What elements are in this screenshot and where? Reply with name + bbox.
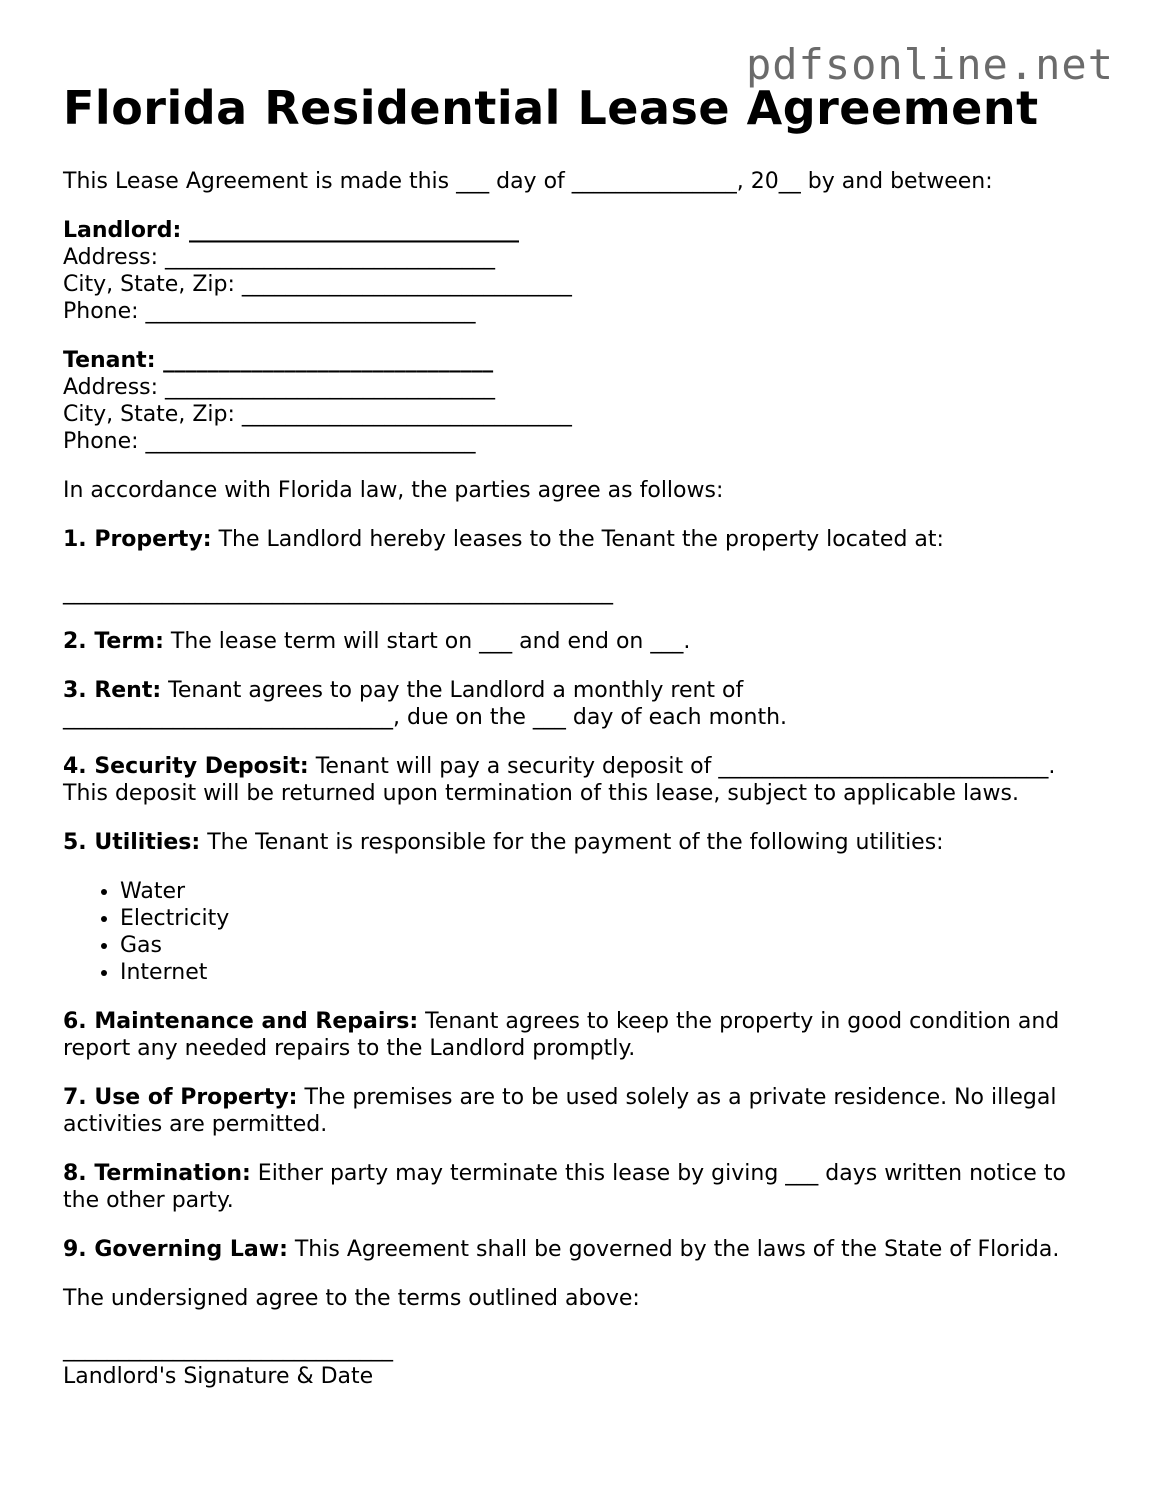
section-maintenance-text: Tenant agrees to keep the property in good condition and report any needed repairs to the Landlord promptly.	[63, 1009, 1060, 1061]
section-use-text: The premises are to be used solely as a private residence. No illegal activities are permitted.	[63, 1085, 1057, 1137]
section-law-label: 9. Governing Law:	[63, 1237, 288, 1262]
section-termination	[63, 1160, 1093, 1214]
section-rent	[63, 677, 1093, 731]
section-use-label: 7. Use of Property:	[63, 1085, 298, 1110]
list-item: • Internet	[120, 959, 1093, 986]
section-maintenance-label: 6. Maintenance and Repairs:	[63, 1009, 419, 1034]
section-rent-label: 3. Rent:	[63, 678, 162, 703]
document	[63, 78, 1093, 1390]
section-deposit-label: 4. Security Deposit:	[63, 754, 309, 779]
tenant-address: Address: ______________________________	[63, 375, 496, 400]
document-title: Florida Residential Lease Agreement	[63, 81, 1039, 135]
landlord-phone: Phone: ______________________________	[63, 299, 476, 324]
signature-line: ______________________________	[63, 1337, 393, 1362]
section-utilities	[63, 829, 1093, 856]
list-item: • Water	[120, 878, 1093, 905]
landlord-block	[63, 217, 1093, 325]
landlord-address: Address: ______________________________	[63, 245, 496, 270]
section-use	[63, 1084, 1093, 1138]
section-utilities-text: The Tenant is responsible for the payment of the following utilities:	[200, 830, 944, 855]
watermark: pdfsonline.net	[745, 40, 1114, 89]
accordance-paragraph: In accordance with Florida law, the parties agree as follows:	[63, 478, 724, 503]
intro-paragraph: This Lease Agreement is made this ___ day of _______________, 20__ by and between:	[63, 169, 993, 194]
section-term-text: The lease term will start on ___ and end on ___.	[163, 629, 691, 654]
section-property-text: The Landlord hereby leases to the Tenant the property located at:	[211, 527, 944, 552]
tenant-block	[63, 347, 1093, 455]
tenant-name-line	[63, 347, 1093, 374]
section-deposit-text: Tenant will pay a security deposit of ______________________________. This deposit will be returned upon termination of this lease, subject to applicable laws.	[63, 754, 1056, 806]
tenant-phone: Phone: ______________________________	[63, 429, 476, 454]
tenant-city: City, State, Zip: ______________________________	[63, 402, 572, 427]
list-item: • Gas	[120, 932, 1093, 959]
section-law	[63, 1236, 1093, 1263]
section-rent-line2: ______________________________, due on the ___ day of each month.	[63, 705, 788, 730]
section-rent-text: Tenant agrees to pay the Landlord a monthly rent of	[161, 678, 744, 703]
section-termination-label: 8. Termination:	[63, 1161, 251, 1186]
section-property-label: 1. Property:	[63, 527, 212, 552]
section-term	[63, 628, 1093, 655]
landlord-label: Landlord:	[63, 218, 182, 243]
section-maintenance	[63, 1008, 1093, 1062]
landlord-name-blank: ______________________________	[181, 218, 519, 243]
signature-label: Landlord's Signature & Date	[63, 1364, 374, 1389]
undersigned-paragraph: The undersigned agree to the terms outlined above:	[63, 1286, 640, 1311]
section-deposit	[63, 753, 1093, 807]
section-term-label: 2. Term:	[63, 629, 164, 654]
tenant-label: Tenant:	[63, 348, 156, 373]
section-utilities-label: 5. Utilities:	[63, 830, 201, 855]
section-termination-text: Either party may terminate this lease by giving ___ days written notice to the other party.	[63, 1161, 1066, 1213]
section-law-text: This Agreement shall be governed by the laws of the State of Florida.	[287, 1237, 1060, 1262]
landlord-name-line	[63, 217, 1093, 244]
property-address-blank: __________________________________________________	[63, 580, 613, 605]
tenant-name-blank: ______________________________	[155, 348, 494, 373]
signature-block	[63, 1336, 1093, 1390]
list-item: • Electricity	[120, 905, 1093, 932]
landlord-city: City, State, Zip: ______________________________	[63, 272, 572, 297]
section-property	[63, 526, 1093, 553]
utilities-list	[63, 878, 1093, 986]
